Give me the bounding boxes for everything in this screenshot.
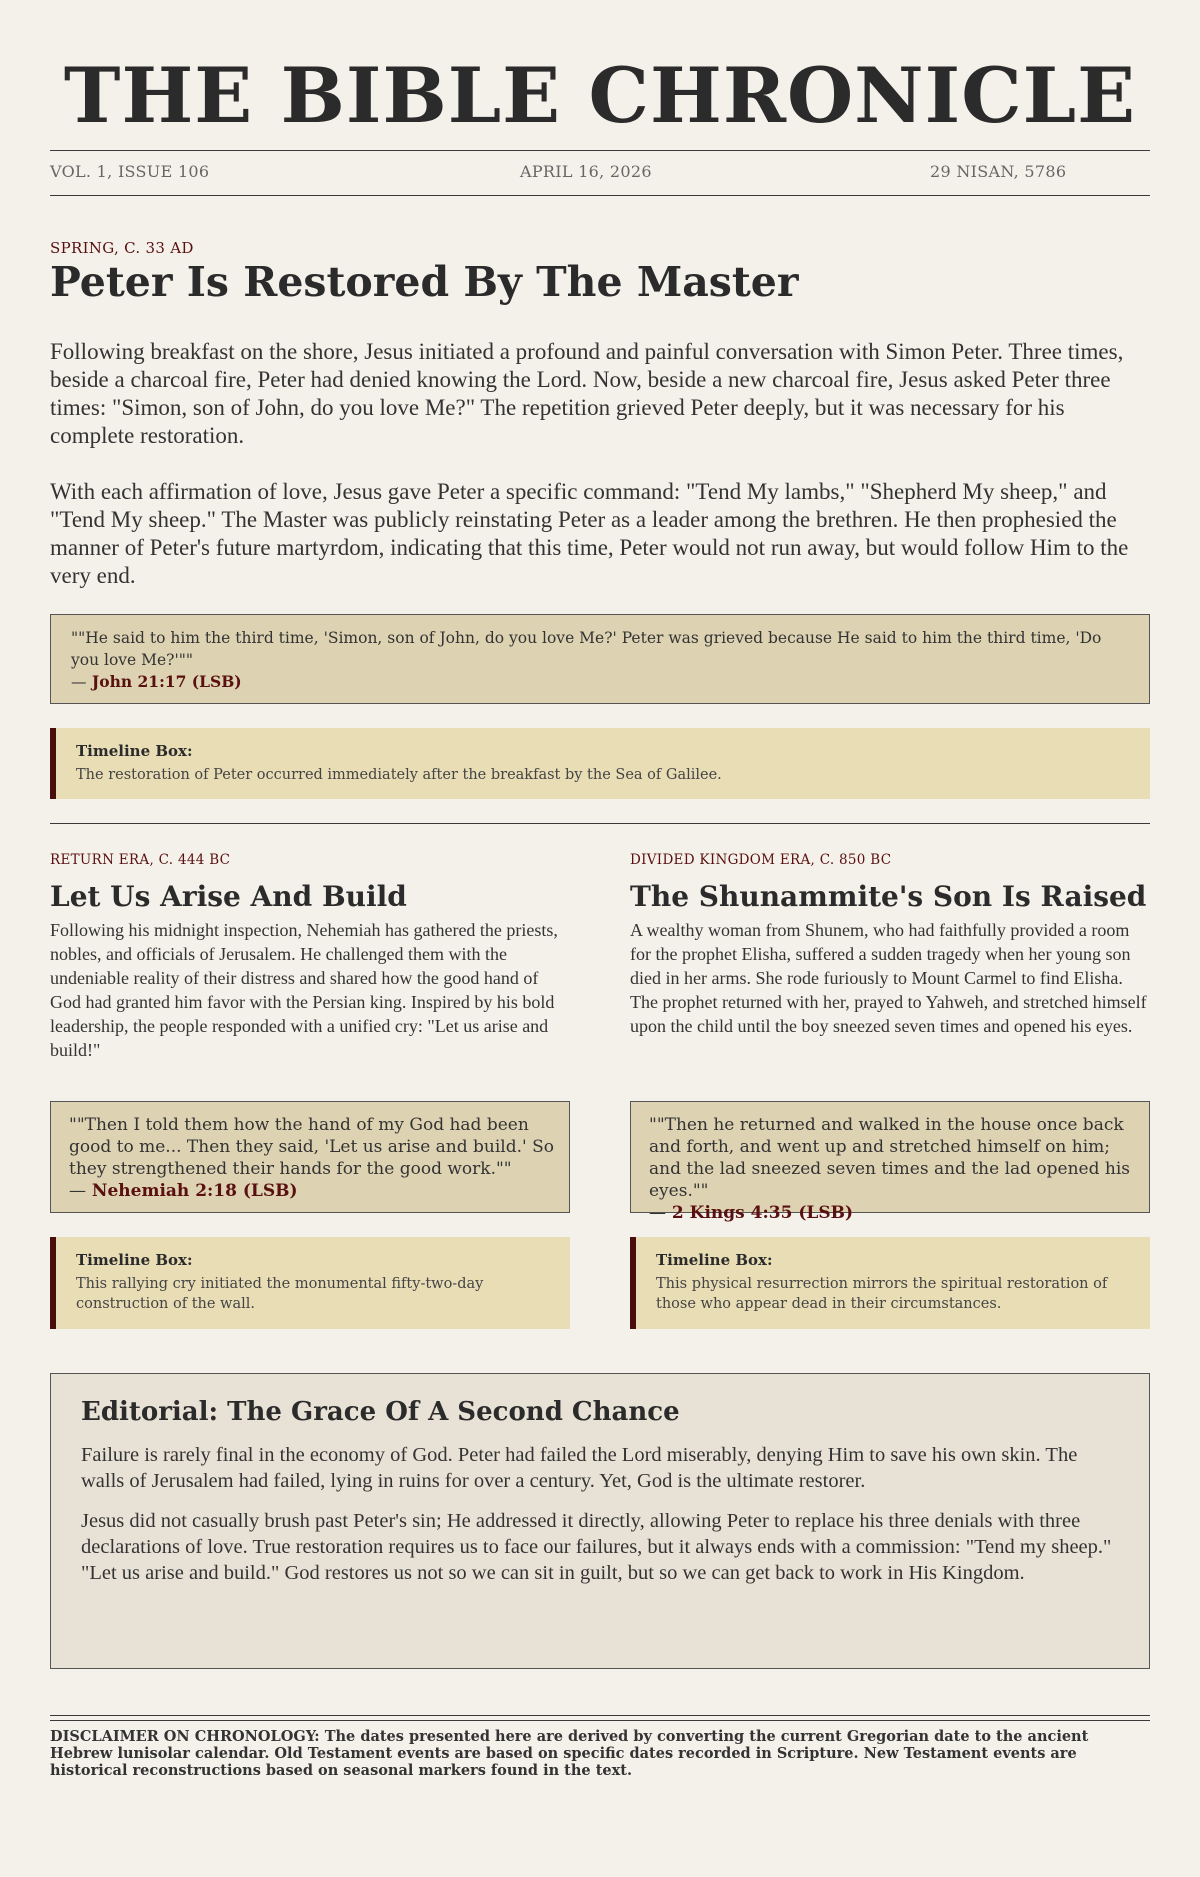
issue-bar xyxy=(50,162,1150,184)
lead-paragraph: Following breakfast on the shore, Jesus initiated a profound and painful conversation with Simon Peter. Three times, beside a charcoal fire, Peter had denied knowing the Lord. Now, beside a new charcoal fire, Jesus asked Peter three times: "Simon, son of John, do you love Me?" The repetition grieved Peter deeply, but it was necessary for his complete restoration. xyxy=(50,339,1124,448)
masthead-title: THE BIBLE CHRONICLE xyxy=(63,51,1137,140)
editorial-title: Editorial: The Grace Of A Second Chance xyxy=(81,1397,680,1427)
timeline-title: Timeline Box: xyxy=(76,1251,193,1269)
article-scripture-quote xyxy=(50,1101,570,1213)
editorial-paragraph: Jesus did not casually brush past Peter's sin; He addressed it directly, allowing Peter to replace his three denials with three declarations of love. True restoration requires us to face our failures, but it always ends with a commission: "Tend my sheep." "Let us arise and build." God restores us not so we can sit in guilt, but so we can get back to work in His Kingdom. xyxy=(81,1510,1112,1584)
quote-dash: — xyxy=(649,1203,666,1223)
lead-body xyxy=(50,338,1150,618)
article-scripture-quote xyxy=(630,1101,1150,1223)
lead-headline: Peter Is Restored By The Master xyxy=(50,258,799,306)
right-article xyxy=(630,852,1150,1312)
left-article xyxy=(50,852,570,1312)
quote-dash: — xyxy=(69,1181,86,1201)
article-body: A wealthy woman from Shunem, who had faithfully provided a room for the prophet Elisha, suffered a sudden tragedy when her young son died in her arms. She rode furiously to Mount Carmel to find Elisha. The prophet returned with her, prayed to Yahweh, and stretched himself upon the child until the boy sneezed seven times and opened his eyes. xyxy=(630,920,1147,1036)
issue-volume: VOL. 1, ISSUE 106 xyxy=(50,162,210,181)
quote-citation xyxy=(649,1202,1135,1224)
article-body: Following his midnight inspection, Nehemiah has gathered the priests, nobles, and officials of Jerusalem. He challenged them with the undeniable reality of their distress and shared how the good hand of God had granted him favor with the Persian king. Inspired by his bold leadership, the people responded with a unified cry: "Let us arise and build!" xyxy=(50,920,558,1060)
article-headline: The Shunammite's Son Is Raised xyxy=(630,880,1147,913)
section-divider xyxy=(50,823,1150,824)
issue-hebrew-date: 29 NISAN, 5786 xyxy=(930,162,1067,181)
editorial-box xyxy=(50,1373,1150,1669)
masthead-top-rule xyxy=(50,150,1150,151)
article-headline: Let Us Arise And Build xyxy=(50,880,407,913)
lead-scripture-quote xyxy=(50,614,1150,704)
quote-reference: Nehemiah 2:18 (LSB) xyxy=(91,1181,298,1201)
quote-dash: — xyxy=(71,673,87,691)
quote-reference: John 21:17 (LSB) xyxy=(91,672,242,691)
editorial-paragraph: Failure is rarely final in the economy of God. Peter had failed the Lord miserably, denying Him to save his own skin. The walls of Jerusalem had failed, lying in ruins for over a century. Yet, God is the ultimate restorer. xyxy=(81,1444,1078,1492)
article-timeline-box xyxy=(50,1237,570,1329)
timeline-text: This rallying cry initiated the monumental fifty-two-day construction of the wall. xyxy=(76,1276,484,1312)
quote-citation xyxy=(69,1180,555,1202)
quote-citation xyxy=(71,671,1113,693)
masthead-bottom-rule xyxy=(50,195,1150,196)
footer-rule xyxy=(50,1715,1150,1716)
lead-era: SPRING, C. 33 AD xyxy=(50,239,194,257)
quote-text: ""Then I told them how the hand of my God had been good to me... Then they said, 'Let us arise and build.' So they strengthened their hands for the good work."" xyxy=(69,1115,554,1179)
timeline-text: This physical resurrection mirrors the spiritual restoration of those who appear dead in their circumstances. xyxy=(656,1276,1108,1312)
lead-paragraph: With each affirmation of love, Jesus gave Peter a specific command: "Tend My lambs," "Shepherd My sheep," and "Tend My sheep." The Master was publicly reinstating Peter as a leader among the brethren. He then prophesied the manner of Peter's future martyrdom, indicating that this time, Peter would not run away, but would follow Him to the very end. xyxy=(50,479,1129,588)
lead-timeline-box xyxy=(50,728,1150,799)
timeline-title: Timeline Box: xyxy=(76,742,193,760)
chronology-disclaimer: DISCLAIMER ON CHRONOLOGY: The dates presented here are derived by converting the current Gregorian date to the ancient Hebrew lunisolar calendar. Old Testament events are based on specific dates recorded in Scripture. New Testament events are historical reconstructions based on seasonal markers found in the text. xyxy=(50,1728,1089,1779)
timeline-title: Timeline Box: xyxy=(656,1251,773,1269)
timeline-text: The restoration of Peter occurred immediately after the breakfast by the Sea of Galilee. xyxy=(76,767,722,783)
quote-reference: 2 Kings 4:35 (LSB) xyxy=(671,1203,854,1223)
footer-rule xyxy=(50,1720,1150,1721)
quote-text: ""He said to him the third time, 'Simon, son of John, do you love Me?' Peter was grieved because He said to him the third time, 'Do you love Me?'"" xyxy=(71,629,1102,669)
article-era: DIVIDED KINGDOM ERA, C. 850 BC xyxy=(630,852,892,868)
quote-text: ""Then he returned and walked in the house once back and forth, and went up and stretched himself on him; and the lad sneezed seven times and the lad opened his eyes."" xyxy=(649,1115,1131,1201)
issue-date: APRIL 16, 2026 xyxy=(520,162,652,181)
article-era: RETURN ERA, C. 444 BC xyxy=(50,852,231,868)
article-timeline-box xyxy=(630,1237,1150,1329)
